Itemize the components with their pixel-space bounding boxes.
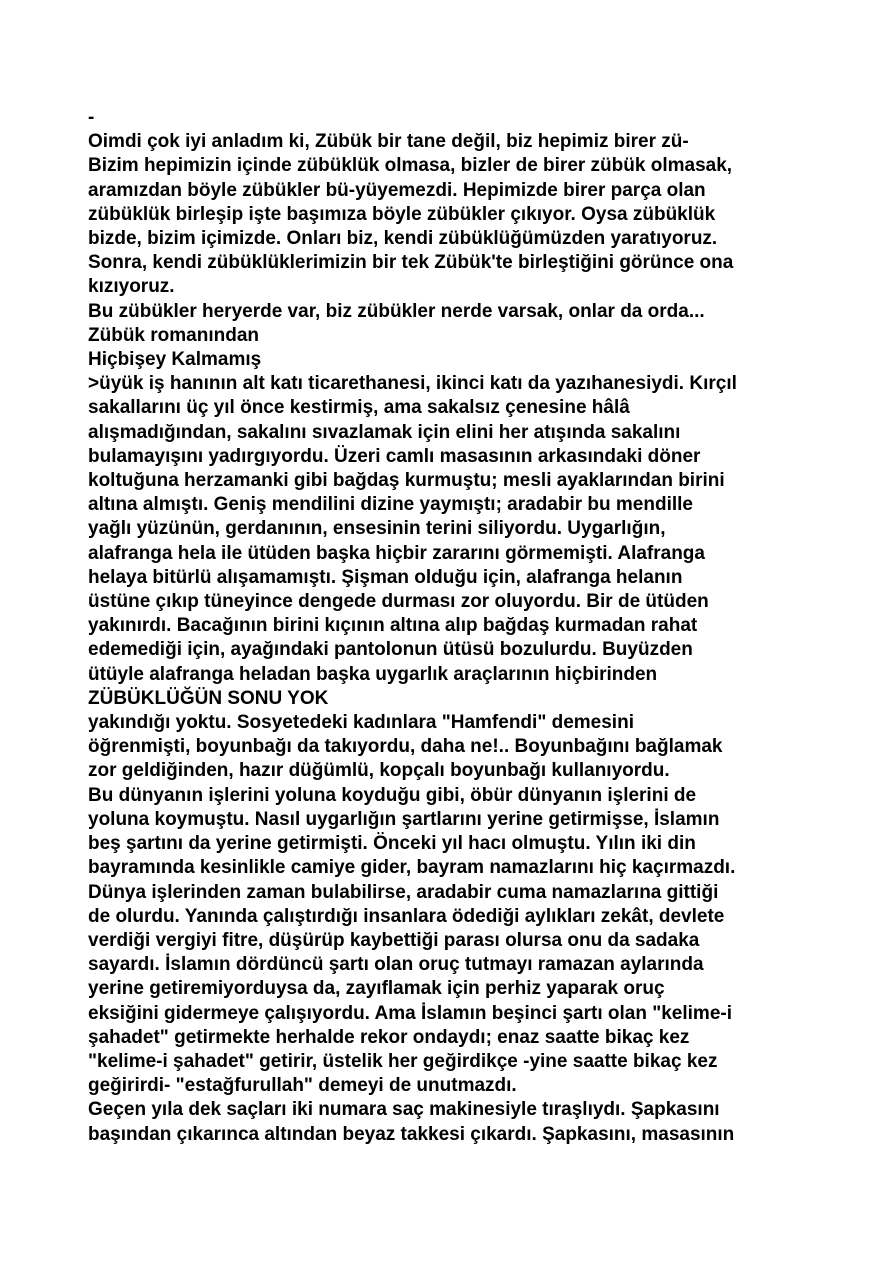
text-line: bayramında kesinlikle camiye gider, bayram namazlarını hiç kaçırmazdı. xyxy=(88,857,736,879)
text-line: bizde, bizim içimizde. Onları biz, kendi zübüklüğümüzden yaratıyoruz. xyxy=(88,228,718,250)
text-line: aramızdan böyle zübükler bü-yüyemezdi. Hepimizde birer parça olan xyxy=(88,179,706,201)
text-line: - xyxy=(88,107,95,128)
text-line: Sonra, kendi zübüklüklerimizin bir tek Zübük'te birleştiğini görünce ona xyxy=(88,252,734,274)
text-line: alafranga hela ile ütüden başka hiçbir zararını görmemişti. Alafranga xyxy=(88,542,705,564)
text-line: sayardı. İslamın dördüncü şartı olan oruç tutmayı ramazan aylarında xyxy=(88,954,704,976)
text-line: eksiğini gidermeye çalışıyordu. Ama İslamın beşinci şartı olan "kelime-i xyxy=(88,1002,732,1024)
text-line: şahadet" getirmekte herhalde rekor ondaydı; enaz saatte bikaç kez xyxy=(88,1026,690,1048)
text-line: yakındığı yoktu. Sosyetedeki kadınlara "Hamfendi" demesini xyxy=(88,712,634,734)
text-line: başından çıkarınca altından beyaz takkesi çıkardı. Şapkasını, masasının xyxy=(88,1123,735,1145)
text-line: Zübük romanından xyxy=(88,324,259,346)
text-line: ütüyle alafranga heladan başka uygarlık araçlarının hiçbirinden xyxy=(88,663,658,685)
text-line: "kelime-i şahadet" getirir, üstelik her geğirdikçe -yine saatte bikaç kez xyxy=(88,1050,718,1072)
text-line: Oimdi çok iyi anladım ki, Zübük bir tane değil, biz hepimiz birer zü- xyxy=(88,131,689,153)
text-line: zor geldiğinden, hazır düğümlü, kopçalı boyunbağı kullanıyordu. xyxy=(88,760,670,782)
text-line: öğrenmişti, boyunbağı da takıyordu, daha ne!.. Boyunbağını bağlamak xyxy=(88,736,723,758)
text-line: beş şartını da yerine getirmişti. Önceki yıl hacı olmuştu. Yılın iki din xyxy=(88,833,696,855)
text-line: helaya bitürlü alışamamıştı. Şişman olduğu için, alafranga helanın xyxy=(88,566,683,588)
text-line: koltuğuna herzamanki gibi bağdaş kurmuştu; mesli ayaklarından birini xyxy=(88,470,725,492)
text-line: alışmadığından, sakalını sıvazlamak için elini her atışında sakalını xyxy=(88,421,681,443)
text-line: >üyük iş hanının alt katı ticarethanesi, ikinci katı da yazıhanesiydi. Kırçıl xyxy=(88,373,737,395)
text-line: yakınırdı. Bacağının birini kıçının altına alıp bağdaş kurmadan rahat xyxy=(88,615,698,637)
text-line: Geçen yıla dek saçları iki numara saç makinesiyle tıraşlıydı. Şapkasını xyxy=(88,1099,720,1121)
text-line: Dünya işlerinden zaman bulabilirse, aradabir cuma namazlarına gittiği xyxy=(88,881,719,903)
text-line: bulamayışını yadırgıyordu. Üzeri camlı masasının arkasındaki döner xyxy=(88,445,701,467)
text-line: de olurdu. Yanında çalıştırdığı insanlara ödediği aylıkları zekât, devlete xyxy=(88,905,725,927)
text-line: yağlı yüzünün, gerdanının, ensesinin terini siliyordu. Uygarlığın, xyxy=(88,518,666,540)
text-line: zübüklük birleşip işte başımıza böyle zübükler çıkıyor. Oysa zübüklük xyxy=(88,203,716,225)
text-line: yoluna koymuştu. Nasıl uygarlığın şartlarını yerine getirmişse, İslamın xyxy=(88,808,720,830)
text-line: kızıyoruz. xyxy=(88,276,175,298)
text-line: üstüne çıkıp tüneyince dengede durması zor oluyordu. Bir de ütüden xyxy=(88,591,709,613)
text-line: sakallarını üç yıl önce kestirmiş, ama sakalsız çenesine hâlâ xyxy=(88,397,630,419)
text-line: Bu dünyanın işlerini yoluna koyduğu gibi, öbür dünyanın işlerini de xyxy=(88,784,697,806)
text-line: Bizim hepimizin içinde zübüklük olmasa, bizler de birer zübük olmasak, xyxy=(88,155,733,177)
text-line: yerine getiremiyorduysa da, zayıflamak için perhiz yaparak oruç xyxy=(88,978,665,1000)
text-line: Bu zübükler heryerde var, biz zübükler nerde varsak, onlar da orda... xyxy=(88,300,705,322)
text-line: geğirirdi- "estağfurullah" demeyi de unutmazdı. xyxy=(88,1075,517,1097)
body-text xyxy=(88,106,848,1147)
text-line: ZÜBÜKLÜĞÜN SONU YOK xyxy=(88,687,329,709)
text-line: verdiği vergiyi fitre, düşürüp kaybettiği parası olursa onu da sadaka xyxy=(88,929,700,951)
text-line: altına almıştı. Geniş mendilini dizine yaymıştı; aradabir bu mendille xyxy=(88,494,693,516)
text-line: Hiçbişey Kalmamış xyxy=(88,349,262,371)
text-line: edemediği için, ayağındaki pantolonun ütüsü bozulurdu. Buyüzden xyxy=(88,639,693,661)
